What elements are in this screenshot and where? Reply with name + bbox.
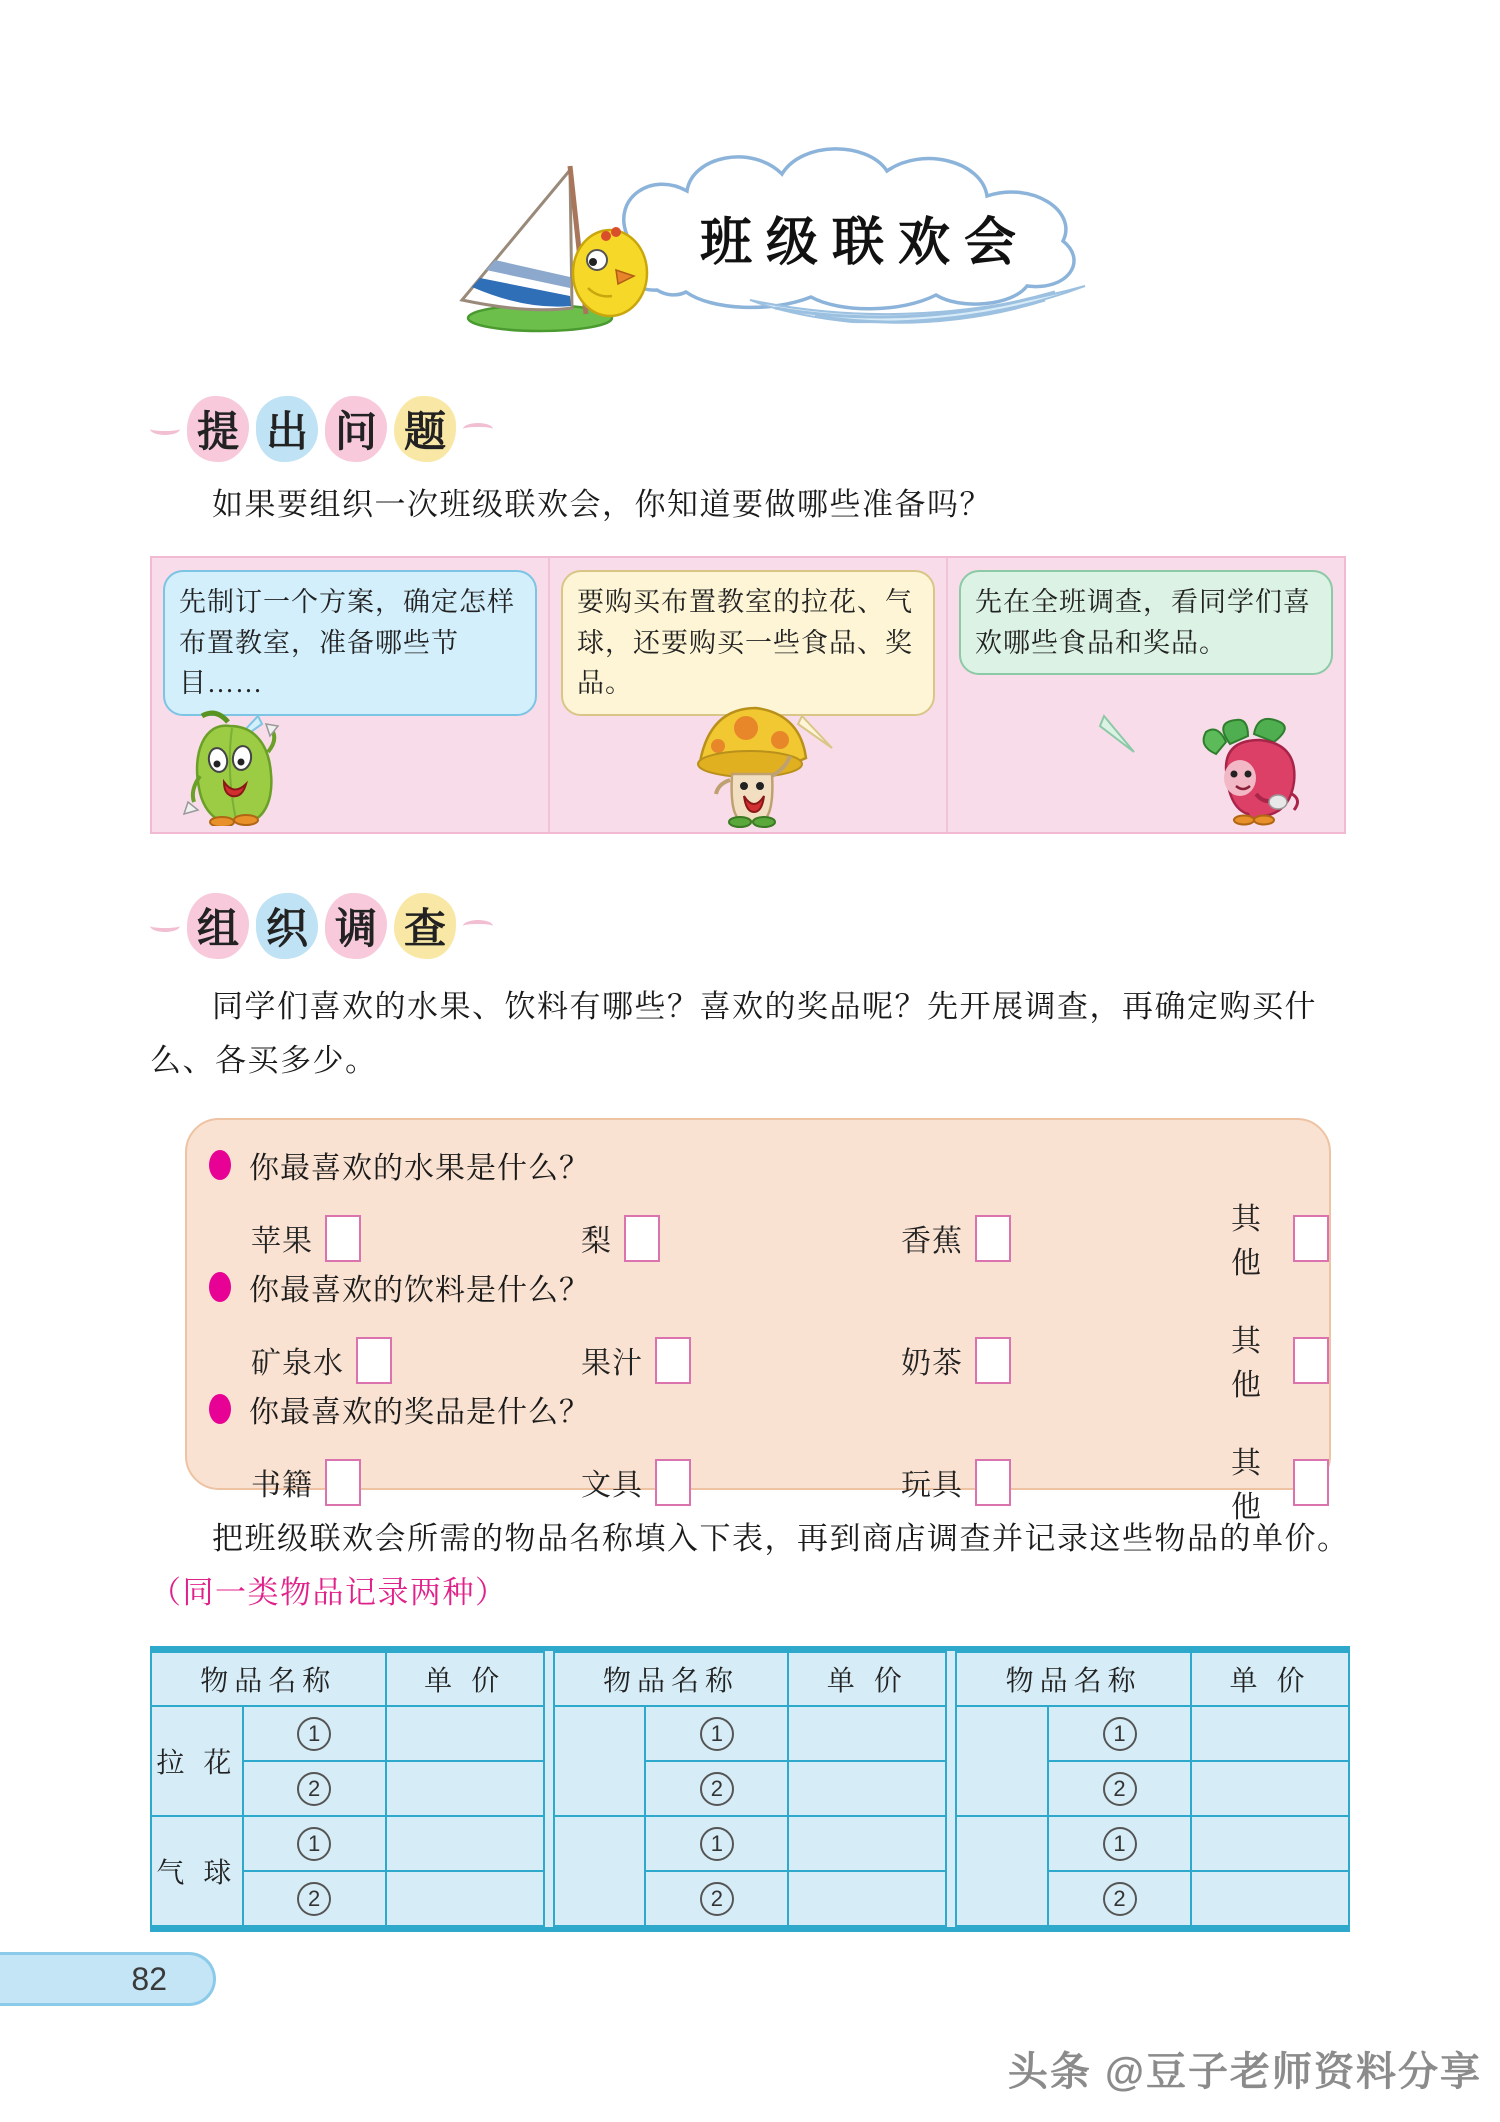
survey-question: 你最喜欢的奖品是什么？ xyxy=(249,1396,590,1429)
option-checkbox[interactable] xyxy=(975,1337,1011,1384)
entry-cell[interactable] xyxy=(645,1706,788,1761)
mushroom-character xyxy=(688,700,818,828)
circled-number-icon: 2 xyxy=(297,1772,331,1806)
option-checkbox[interactable] xyxy=(356,1337,392,1384)
survey-question-row xyxy=(187,1264,1329,1310)
col-header-unit-price: 单 价 xyxy=(788,1652,946,1706)
entry-cell[interactable] xyxy=(1048,1706,1191,1761)
entry-cell[interactable] xyxy=(243,1871,386,1926)
page-number-pill xyxy=(0,1952,216,2006)
header-char: 问 xyxy=(325,396,387,462)
circled-number-icon: 1 xyxy=(297,1717,331,1751)
speech-bubble-pepper: 先制订一个方案，确定怎样布置教室，准备哪些节目…… xyxy=(163,570,537,716)
price-table-group-1 xyxy=(150,1651,545,1927)
squiggle-decoration xyxy=(463,920,493,932)
price-cell[interactable] xyxy=(1191,1706,1349,1761)
bullet-icon xyxy=(209,1150,231,1180)
option-label: 奶茶 xyxy=(901,1347,963,1380)
circled-number-icon: 2 xyxy=(700,1882,734,1916)
option-checkbox[interactable] xyxy=(1293,1337,1329,1384)
survey-question-row xyxy=(187,1386,1329,1432)
option-label: 其他 xyxy=(1231,1447,1262,1524)
circled-number-icon: 2 xyxy=(700,1772,734,1806)
price-cell[interactable] xyxy=(386,1816,544,1871)
survey-question: 你最喜欢的水果是什么？ xyxy=(249,1152,590,1185)
circled-number-icon: 1 xyxy=(1103,1717,1137,1751)
survey-options-row xyxy=(187,1316,1329,1402)
table-intro-paragraph xyxy=(150,1512,1370,1621)
option-label: 矿泉水 xyxy=(251,1347,344,1380)
price-cell[interactable] xyxy=(386,1761,544,1816)
entry-cell[interactable] xyxy=(243,1706,386,1761)
entry-cell[interactable] xyxy=(645,1871,788,1926)
col-header-unit-price: 单 价 xyxy=(386,1652,544,1706)
price-cell[interactable] xyxy=(386,1871,544,1926)
price-cell[interactable] xyxy=(788,1816,946,1871)
price-table-group-3 xyxy=(955,1651,1350,1927)
option-checkbox[interactable] xyxy=(975,1459,1011,1506)
col-header-unit-price: 单 价 xyxy=(1191,1652,1349,1706)
header-char: 组 xyxy=(187,893,249,959)
price-cell[interactable] xyxy=(1191,1761,1349,1816)
price-cell[interactable] xyxy=(788,1761,946,1816)
squiggle-decoration xyxy=(150,423,180,435)
survey-options-row xyxy=(187,1194,1329,1280)
header-char: 织 xyxy=(256,893,318,959)
entry-cell[interactable] xyxy=(645,1761,788,1816)
col-header-item-name: 物品名称 xyxy=(554,1652,789,1706)
price-cell[interactable] xyxy=(1191,1816,1349,1871)
header-char: 查 xyxy=(394,893,456,959)
speech-bubble-mushroom: 要购买布置教室的拉花、气球，还要购买一些食品、奖品。 xyxy=(561,570,935,716)
entry-cell[interactable] xyxy=(1048,1761,1191,1816)
circled-number-icon: 2 xyxy=(1103,1882,1137,1916)
survey-options-row xyxy=(187,1438,1329,1524)
survey-question-row xyxy=(187,1142,1329,1188)
option-checkbox[interactable] xyxy=(655,1459,691,1506)
dialog-cell-1 xyxy=(152,558,548,832)
category-cell-empty[interactable] xyxy=(956,1816,1048,1926)
chick-windsurfer-illustration xyxy=(462,166,647,331)
circled-number-icon: 1 xyxy=(700,1717,734,1751)
table-intro-black: 把班级联欢会所需的物品名称填入下表，再到商店调查并记录这些物品的单价。 xyxy=(212,1521,1350,1556)
option-label: 其他 xyxy=(1231,1203,1262,1280)
squiggle-decoration xyxy=(150,920,180,932)
survey-box xyxy=(185,1118,1331,1524)
header-char: 提 xyxy=(187,396,249,462)
circled-number-icon: 2 xyxy=(1103,1772,1137,1806)
price-table xyxy=(150,1646,1350,1932)
col-header-item-name: 物品名称 xyxy=(956,1652,1191,1706)
squiggle-decoration xyxy=(463,423,493,435)
header-char: 题 xyxy=(394,396,456,462)
entry-cell[interactable] xyxy=(645,1816,788,1871)
bullet-icon xyxy=(209,1272,231,1302)
entry-cell[interactable] xyxy=(243,1816,386,1871)
option-label: 书籍 xyxy=(251,1469,313,1502)
option-checkbox[interactable] xyxy=(975,1215,1011,1262)
intro-paragraph-2: 同学们喜欢的水果、饮料有哪些？喜欢的奖品呢？先开展调查，再确定购买什么、各买多少。 xyxy=(150,989,1317,1079)
category-cell-empty[interactable] xyxy=(554,1816,646,1926)
option-label: 玩具 xyxy=(901,1469,963,1502)
entry-cell[interactable] xyxy=(1048,1816,1191,1871)
section-header-organize-survey xyxy=(150,893,493,959)
option-checkbox[interactable] xyxy=(1293,1215,1329,1262)
circled-number-icon: 1 xyxy=(700,1827,734,1861)
circled-number-icon: 2 xyxy=(297,1882,331,1916)
intro-paragraph-1: 如果要组织一次班级联欢会，你知道要做哪些准备吗？ xyxy=(212,487,992,522)
section-header-raise-questions xyxy=(150,396,493,462)
dialog-cell-2 xyxy=(548,558,946,832)
col-header-item-name: 物品名称 xyxy=(151,1652,386,1706)
title-banner xyxy=(420,138,1130,338)
green-pepper-character xyxy=(180,706,280,826)
option-checkbox[interactable] xyxy=(624,1215,660,1262)
price-cell[interactable] xyxy=(386,1706,544,1761)
option-label: 苹果 xyxy=(251,1225,313,1258)
dialog-cell-3 xyxy=(946,558,1344,832)
survey-question: 你最喜欢的饮料是什么？ xyxy=(249,1274,590,1307)
bubble-tail xyxy=(1098,714,1138,754)
header-char: 调 xyxy=(325,893,387,959)
entry-cell[interactable] xyxy=(1048,1871,1191,1926)
option-checkbox[interactable] xyxy=(325,1215,361,1262)
circled-number-icon: 1 xyxy=(297,1827,331,1861)
dialog-box xyxy=(150,556,1346,834)
option-label: 其他 xyxy=(1231,1325,1262,1402)
category-cell: 拉 花 xyxy=(151,1706,243,1816)
category-cell-empty[interactable] xyxy=(554,1706,646,1816)
price-cell[interactable] xyxy=(788,1706,946,1761)
speech-bubble-radish: 先在全班调查，看同学们喜欢哪些食品和奖品。 xyxy=(959,570,1333,675)
option-checkbox[interactable] xyxy=(1293,1459,1329,1506)
option-checkbox[interactable] xyxy=(655,1337,691,1384)
table-intro-pink-note: （同一类物品记录两种） xyxy=(150,1575,508,1611)
price-cell[interactable] xyxy=(788,1871,946,1926)
option-label: 梨 xyxy=(581,1225,612,1258)
page-title: 班级联欢会 xyxy=(699,215,1030,272)
watermark-text: 头条 @豆子老师资料分享 xyxy=(1007,2050,1482,2094)
option-label: 果汁 xyxy=(581,1347,643,1380)
option-checkbox[interactable] xyxy=(325,1459,361,1506)
option-label: 香蕉 xyxy=(901,1225,963,1258)
entry-cell[interactable] xyxy=(243,1761,386,1816)
circled-number-icon: 1 xyxy=(1103,1827,1137,1861)
header-char: 出 xyxy=(256,396,318,462)
page-number: 82 xyxy=(131,1960,167,1997)
bullet-icon xyxy=(209,1394,231,1424)
price-table-group-2 xyxy=(553,1651,948,1927)
category-cell: 气 球 xyxy=(151,1816,243,1926)
category-cell-empty[interactable] xyxy=(956,1706,1048,1816)
option-label: 文具 xyxy=(581,1469,643,1502)
radish-character xyxy=(1196,716,1316,826)
price-cell[interactable] xyxy=(1191,1871,1349,1926)
